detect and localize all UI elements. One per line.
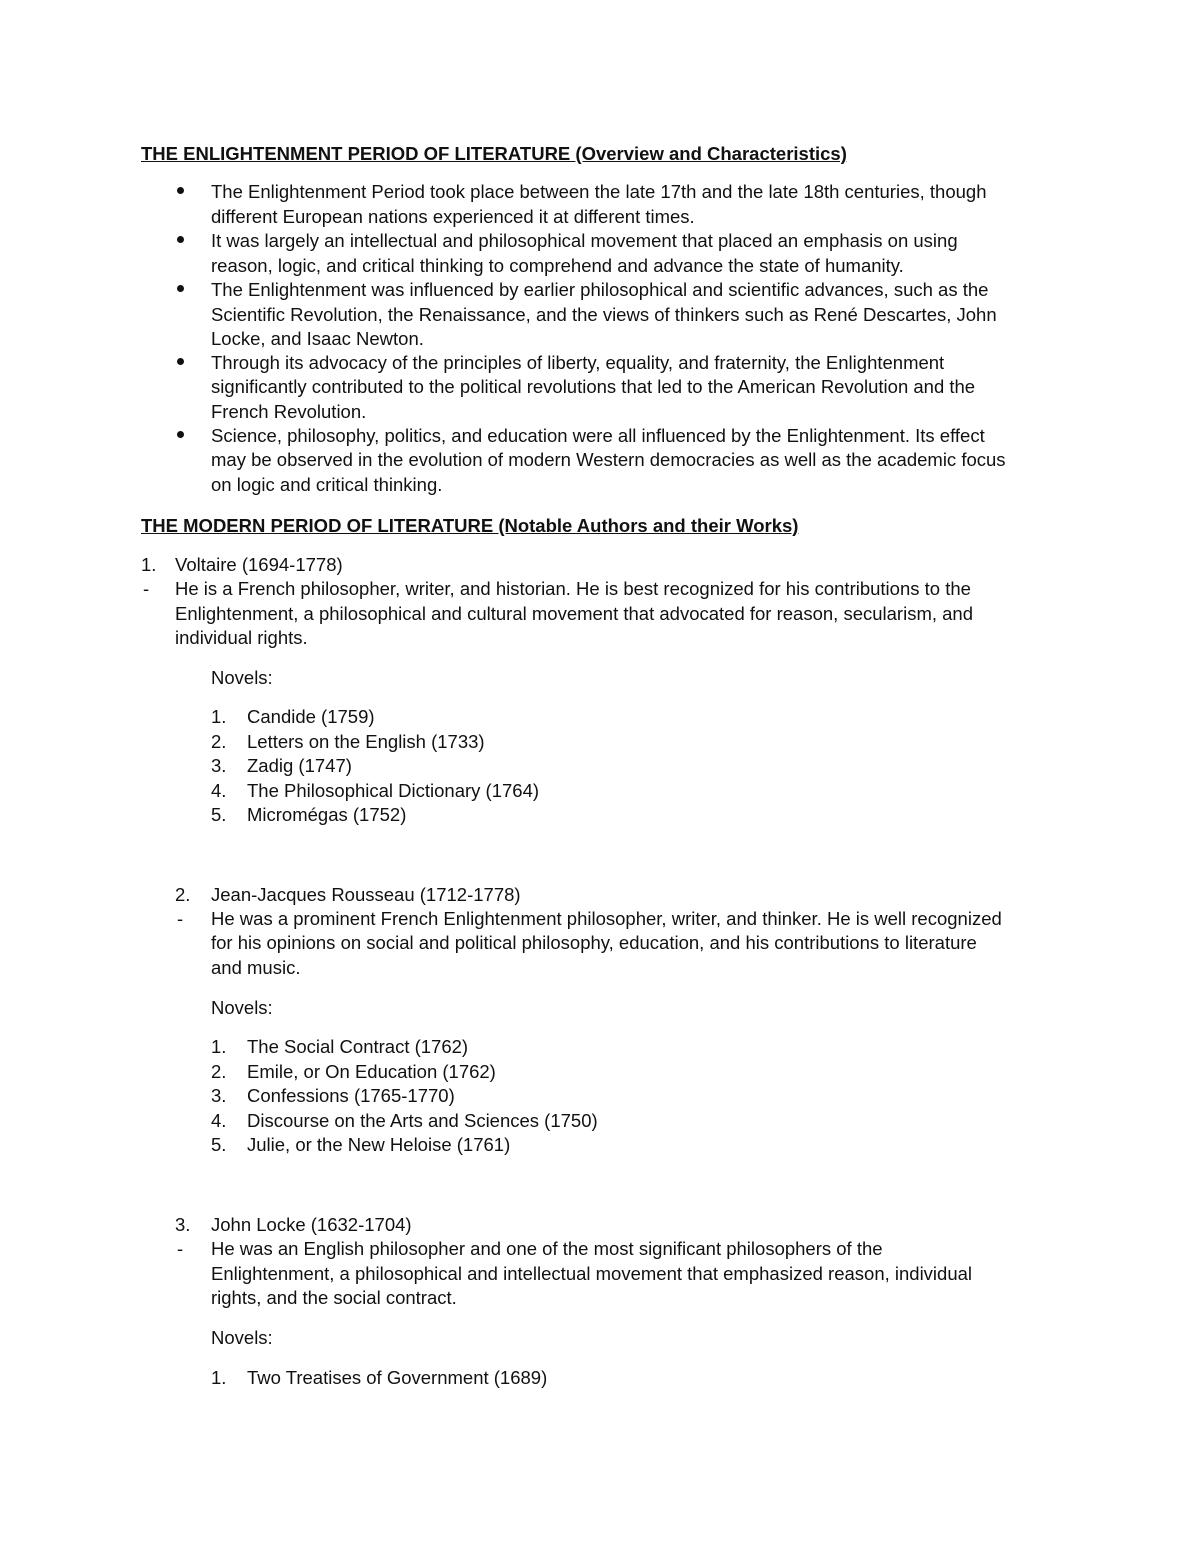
novel-title: The Social Contract (1762) (247, 1036, 469, 1057)
novels-label: Novels: (211, 1327, 273, 1348)
author-bio-line: and music. (211, 957, 301, 978)
author-bio-line: rights, and the social contract. (211, 1287, 457, 1308)
novel-title: Emile, or On Education (1762) (247, 1061, 496, 1082)
author-number: 1. (141, 554, 157, 575)
bullet-text-line: French Revolution. (211, 401, 367, 422)
bullet-text-line: significantly contributed to the political revolutions that led to the American Revolution and the (211, 376, 976, 397)
bullet-text-line: may be observed in the evolution of modern Western democracies as well as the academic focus (211, 449, 1006, 470)
author-number: 3. (175, 1214, 191, 1235)
novel-title: Letters on the English (1733) (247, 731, 485, 752)
bullet-text-line: Science, philosophy, politics, and education were all influenced by the Enlightenment. Its effect (211, 425, 985, 446)
author-bio-line: Enlightenment, a philosophical and intellectual movement that emphasized reason, individual (211, 1263, 973, 1284)
bullet-icon (177, 285, 184, 292)
author-name: John Locke (1632-1704) (211, 1214, 412, 1235)
novel-title: Zadig (1747) (247, 755, 352, 776)
novel-number: 3. (211, 755, 227, 776)
bullet-text-line: The Enlightenment was influenced by earlier philosophical and scientific advances, such as the (211, 279, 989, 300)
novel-title: Confessions (1765-1770) (247, 1085, 455, 1106)
novel-number: 1. (211, 1036, 227, 1057)
novel-title: Discourse on the Arts and Sciences (1750) (247, 1110, 598, 1131)
bullet-icon (177, 236, 184, 243)
novel-number: 1. (211, 706, 227, 727)
novel-title: Two Treatises of Government (1689) (247, 1367, 548, 1388)
novel-number: 3. (211, 1085, 227, 1106)
novel-title: The Philosophical Dictionary (1764) (247, 780, 540, 801)
author-number: 2. (175, 884, 191, 905)
bullet-icon (177, 431, 184, 438)
novel-title: Micromégas (1752) (247, 804, 407, 825)
bullet-text-line: It was largely an intellectual and philosophical movement that placed an emphasis on using (211, 230, 958, 251)
dash-marker: - (177, 908, 184, 929)
author-name: Voltaire (1694-1778) (175, 554, 343, 575)
section-heading-modern: THE MODERN PERIOD OF LITERATURE (Notable Authors and their Works) (141, 515, 799, 536)
dash-marker: - (177, 1238, 184, 1259)
author-bio-line: Enlightenment, a philosophical and cultural movement that advocated for reason, secularism, and (175, 603, 974, 624)
bullet-text-line: The Enlightenment Period took place between the late 17th and the late 18th centuries, though (211, 181, 987, 202)
bullet-icon (177, 187, 184, 194)
novel-number: 5. (211, 804, 227, 825)
author-bio-line: individual rights. (175, 627, 308, 648)
author-bio-line: He is a French philosopher, writer, and historian. He is best recognized for his contributions to the (175, 578, 971, 599)
novel-number: 2. (211, 1061, 227, 1082)
bullet-text-line: reason, logic, and critical thinking to comprehend and advance the state of humanity. (211, 255, 904, 276)
bullet-text-line: on logic and critical thinking. (211, 474, 443, 495)
dash-marker: - (143, 578, 150, 599)
section-heading-enlightenment: THE ENLIGHTENMENT PERIOD OF LITERATURE (Overview and Characteristics) (141, 143, 847, 164)
author-name: Jean-Jacques Rousseau (1712-1778) (211, 884, 521, 905)
bullet-text-line: Through its advocacy of the principles of liberty, equality, and fraternity, the Enlightenment (211, 352, 945, 373)
bullet-icon (177, 358, 184, 365)
novel-number: 2. (211, 731, 227, 752)
bullet-text-line: different European nations experienced it at different times. (211, 206, 695, 227)
novel-number: 4. (211, 780, 227, 801)
bullet-text-line: Locke, and Isaac Newton. (211, 328, 424, 349)
novels-label: Novels: (211, 667, 273, 688)
novel-number: 1. (211, 1367, 227, 1388)
author-bio-line: He was an English philosopher and one of the most significant philosophers of the (211, 1238, 883, 1259)
novel-number: 4. (211, 1110, 227, 1131)
novel-number: 5. (211, 1134, 227, 1155)
novels-label: Novels: (211, 997, 273, 1018)
novel-title: Julie, or the New Heloise (1761) (247, 1134, 511, 1155)
author-bio-line: He was a prominent French Enlightenment philosopher, writer, and thinker. He is well recognized (211, 908, 1002, 929)
author-bio-line: for his opinions on social and political philosophy, education, and his contributions to literature (211, 932, 977, 953)
bullet-text-line: Scientific Revolution, the Renaissance, and the views of thinkers such as René Descartes, John (211, 304, 997, 325)
novel-title: Candide (1759) (247, 706, 375, 727)
